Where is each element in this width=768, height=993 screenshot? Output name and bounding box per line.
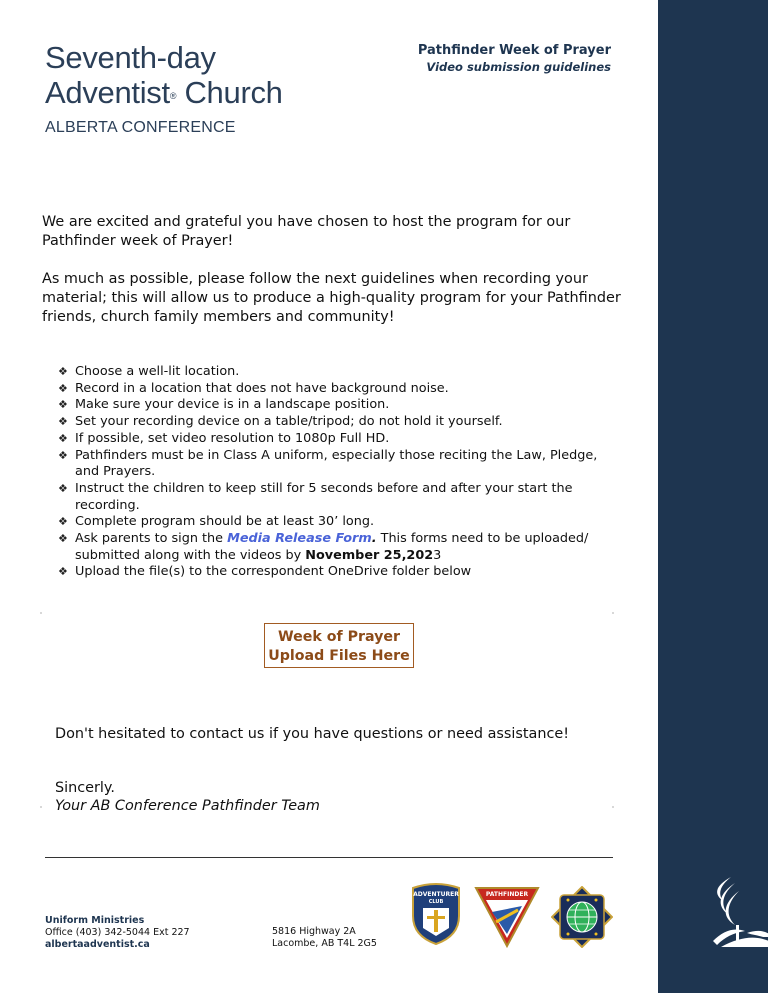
page-mark	[40, 612, 42, 614]
footer-website-link[interactable]: albertaadventist.ca	[45, 939, 150, 950]
deadline-date: November 25,202	[305, 547, 434, 563]
pathfinder-badge-icon	[474, 886, 540, 948]
diamond-bullet-icon: ❖	[58, 481, 68, 495]
upload-button-line-1: Week of Prayer	[277, 629, 401, 645]
document-subtitle: Video submission guidelines	[426, 60, 611, 74]
list-item: ❖ Set your recording device on a table/tripod; do not hold it yourself.	[58, 414, 503, 430]
guidelines-list	[58, 364, 618, 581]
conference-name: ALBERTA CONFERENCE	[45, 119, 236, 136]
diamond-bullet-icon: ❖	[58, 365, 68, 378]
sidebar-band	[658, 0, 768, 993]
logo-line-2	[45, 75, 283, 110]
diamond-bullet-icon: ❖	[58, 448, 68, 462]
logo-church: Church	[176, 75, 283, 110]
diamond-bullet-icon: ❖	[58, 415, 68, 429]
registered-mark: ®	[169, 91, 177, 101]
adventist-flame-logo-icon	[658, 0, 768, 993]
list-item: ❖ Instruct the children to keep still for 5 seconds before and after your start the recording.	[58, 480, 573, 513]
list-item: ❖ Record in a location that does not have background noise.	[58, 380, 449, 396]
footer-contact	[45, 915, 190, 951]
intro-paragraph-2: As much as possible, please follow the next guidelines when recording your material; this will allow us to produce a high-quality program for your Pathfinder friends, church family members and community!	[42, 271, 621, 325]
contact-note: Don't hesitated to contact us if you have questions or need assistance!	[55, 726, 569, 742]
church-logo-text	[45, 40, 283, 110]
footer-divider	[45, 857, 613, 858]
footer-department: Uniform Ministries	[45, 915, 145, 926]
adventurer-badge-text-top: ADVENTURER	[413, 891, 459, 898]
list-item: ❖ Choose a well-lit location.	[58, 364, 240, 379]
diamond-bullet-icon: ❖	[58, 398, 68, 412]
svg-text:®: ®	[754, 940, 760, 947]
footer-address-line-1: 5816 Highway 2A	[272, 926, 356, 937]
diamond-bullet-icon: ❖	[58, 515, 68, 529]
list-item: ❖ Make sure your device is in a landscape position.	[58, 397, 390, 413]
adventurer-club-badge-icon	[409, 882, 463, 946]
document-title: Pathfinder Week of Prayer	[417, 43, 611, 58]
page-mark	[612, 612, 614, 614]
logo-adventist: Adventist	[45, 75, 170, 110]
diamond-bullet-icon: ❖	[58, 532, 68, 546]
diamond-bullet-icon: ❖	[58, 565, 68, 579]
footer-address	[272, 926, 377, 950]
diamond-bullet-icon: ❖	[58, 381, 68, 395]
list-item: ❖ If possible, set video resolution to 1080p Full HD.	[58, 430, 390, 446]
diamond-bullet-icon: ❖	[58, 431, 68, 445]
upload-files-button[interactable]	[264, 623, 414, 668]
adventurer-badge-text-bottom: CLUB	[428, 899, 444, 905]
media-release-form-link[interactable]: Media Release Form	[227, 531, 372, 547]
footer-address-line-2: Lacombe, AB T4L 2G5	[272, 938, 377, 949]
logo-line-1: Seventh-day	[45, 40, 216, 75]
page-mark	[612, 806, 614, 808]
signoff-team: Your AB Conference Pathfinder Team	[55, 798, 320, 814]
intro-paragraph-1: We are excited and grateful you have chosen to host the program for our Pathfinder week of Prayer!	[42, 214, 571, 249]
page-mark	[40, 806, 42, 808]
list-item: ❖ Pathfinders must be in Class A uniform, especially those reciting the Law, Pledge, and Prayers.	[58, 447, 598, 480]
list-item: ❖ Upload the file(s) to the correspondent OneDrive folder below	[58, 564, 472, 580]
list-item: ❖ Complete program should be at least 30’ long.	[58, 514, 375, 530]
footer-phone: Office (403) 342-5044 Ext 227	[45, 927, 190, 938]
upload-button-line-2: Upload Files Here	[268, 647, 410, 664]
list-item-media-release: ❖ Ask parents to sign the Media Release Form. This forms need to be uploaded/ submitted along with the videos by November 25,2023	[58, 531, 589, 563]
pathfinder-badge-text: PATHFINDER	[485, 891, 529, 898]
master-guide-badge-icon	[551, 886, 613, 948]
signoff-greeting: Sincerly.	[55, 780, 115, 796]
